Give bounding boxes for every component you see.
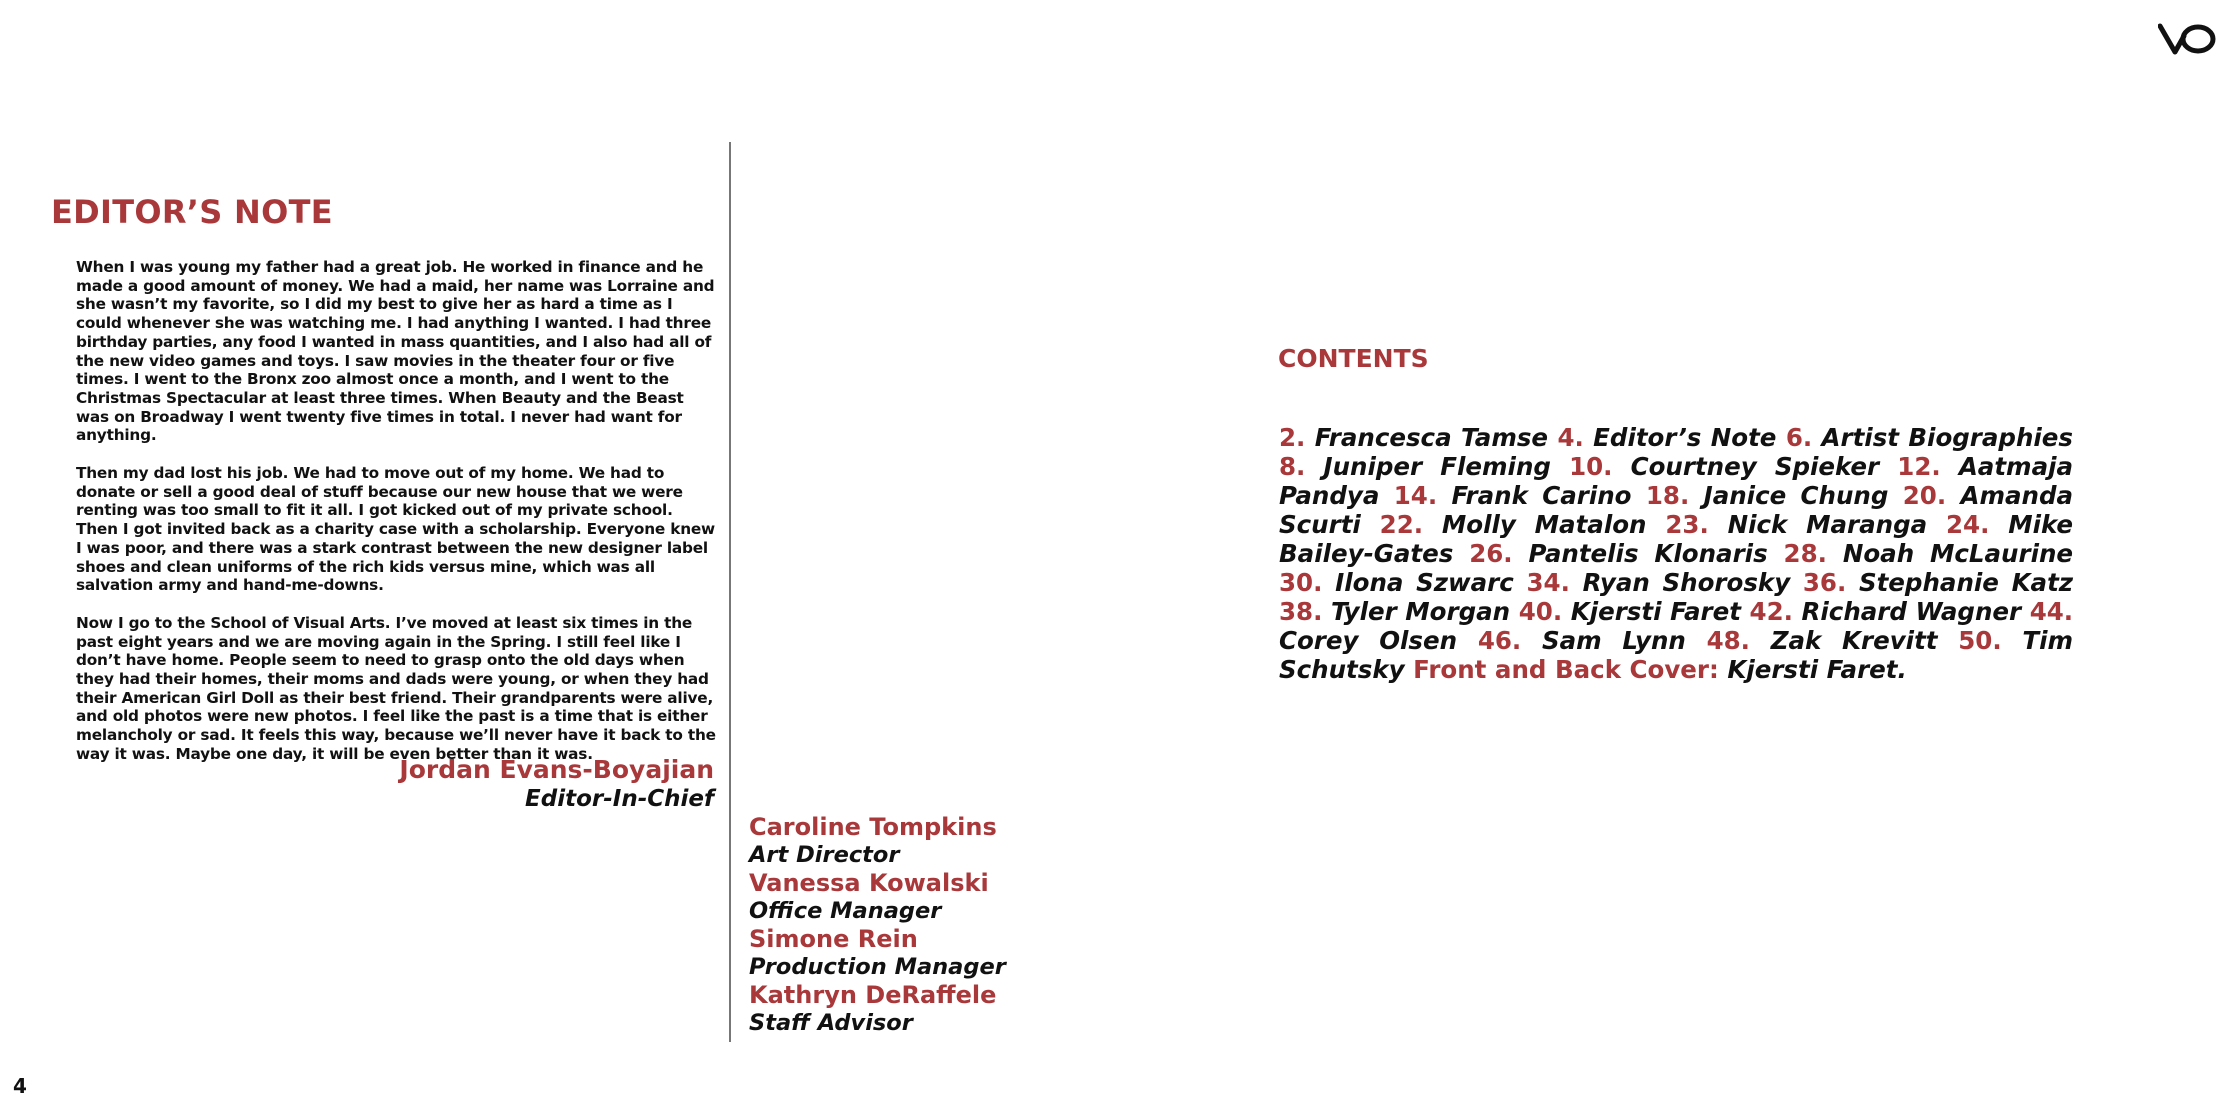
toc-entry-title: Zak Krevitt [1770, 626, 1938, 655]
toc-entry-title: Artist Biographies [1821, 423, 2073, 452]
editor-note-paragraph: When I was young my father had a great job. He worked in finance and he made a good amount of money. We had a maid, her name was Lorraine and she wasn’t my favorite, so I did my best to give her as hard a time as I could whenever she was watching me. I had anything I wanted. I had three birthday parties, any food I wanted in mass quantities, and I also had all of the new video games and toys. I saw movies in the theater four or five times. I went to the Bronx zoo almost once a month, and I went to the Christmas Spectacular at least three times. When Beauty and the Beast was on Broadway I went twenty five times in total. I never had want for anything. [76, 258, 715, 445]
toc-page-number: 34. [1526, 568, 1570, 597]
toc-page-number: 2. [1279, 423, 1306, 452]
toc-entry-title: Kjersti Faret. [1727, 655, 1907, 684]
column-divider [729, 142, 731, 1042]
toc-page-number: Front and Back Cover: [1413, 655, 1719, 684]
toc-entry-title: Corey Olsen [1279, 626, 1458, 655]
toc-entry-title: Kjersti Faret [1570, 597, 1741, 626]
staff-role: Production Manager [749, 954, 1006, 980]
toc-entry-title: Pantelis Klonaris [1528, 539, 1768, 568]
toc-page-number: 30. [1279, 568, 1323, 597]
toc-page-number: 38. [1279, 597, 1323, 626]
toc-entry-title: Molly Matalon [1441, 510, 1647, 539]
toc-entry-title: Janice Chung [1703, 481, 1889, 510]
editor-note-paragraph: Now I go to the School of Visual Arts. I’ve moved at least six times in the past eight years and we are moving again in the Spring. I still feel like I don’t have home. People seem to need to grasp onto the old days when they had their homes, their moms and dads were young, or when they had their American Girl Doll as their best friend. Their grandparents were alive, and old photos were new photos. I feel like the past is a time that is either melancholy or sad. It feels this way, because we’ll never have it back to the way it was. Maybe one day, it will be even better than it was. [76, 613, 716, 763]
toc-entry-title: Tim Schutsky [1279, 626, 2074, 684]
staff-list [749, 813, 1006, 1037]
toc-page-number: 6. [1785, 423, 1813, 452]
toc-entry-title: Aatmaja Pandya [1279, 452, 2074, 510]
toc-page-number: 36. [1802, 568, 1847, 597]
toc-entry-title: Tyler Morgan [1331, 597, 1511, 626]
toc-entry-title: Amanda Scurti [1279, 481, 2074, 539]
toc-page-number: 10. [1569, 452, 1613, 481]
toc-page-number: 18. [1645, 481, 1690, 510]
editor-note-title: EDITOR’S NOTE [51, 193, 333, 231]
toc-page-number: 44. [2029, 597, 2074, 626]
editor-signature [399, 755, 714, 813]
toc-entry-title: Courtney Spieker [1630, 452, 1880, 481]
staff-name: Caroline Tompkins [749, 813, 997, 841]
toc-entry-title: Juniper Fleming [1323, 452, 1551, 481]
toc-page-number: 4. [1557, 423, 1584, 452]
toc-page-number: 24. [1945, 510, 1990, 539]
toc-page-number: 48. [1706, 626, 1750, 655]
toc-page-number: 22. [1379, 510, 1424, 539]
staff-name: Kathryn DeRaffele [749, 981, 997, 1009]
toc-page-number: 12. [1897, 452, 1941, 481]
toc-entry-title: Sam Lynn [1541, 626, 1686, 655]
toc-entry-title: Ryan Shorosky [1582, 568, 1791, 597]
editor-note-body [76, 258, 716, 783]
toc-entry-title: Stephanie Katz [1858, 568, 2074, 597]
staff-role: Office Manager [749, 898, 942, 924]
editor-role: Editor-In-Chief [525, 786, 714, 812]
editor-name: Jordan Evans-Boyajian [399, 755, 714, 784]
contents-title: CONTENTS [1278, 344, 1429, 373]
vo-logo-icon [2158, 22, 2218, 56]
toc-entry-title: Editor’s Note [1593, 423, 1777, 452]
staff-name: Simone Rein [749, 925, 918, 953]
toc-entry-title: Mike Bailey-Gates [1279, 510, 2074, 568]
staff-role: Art Director [749, 842, 900, 868]
toc-entry-title: Frank Carino [1451, 481, 1632, 510]
toc-page-number: 20. [1902, 481, 1947, 510]
toc-entry-title: Richard Wagner [1801, 597, 2022, 626]
toc-entry-title: Francesca Tamse [1314, 423, 1549, 452]
editor-note-paragraph: Then my dad lost his job. We had to move out of my home. We had to donate or sell a good deal of stuff because our new house that we were renting was too small to fit it all. I got kicked out of my private school. Then I got invited back as a charity case with a scholarship. Everyone knew I was poor, and there was a stark contrast between the new designer label shoes and clean uniforms of the rich kids versus mine, which was all salvation army and hand-me-downs. [76, 464, 715, 595]
contents-list [1279, 423, 2073, 684]
toc-page-number: 46. [1477, 626, 1522, 655]
staff-role: Staff Advisor [749, 1010, 913, 1036]
toc-entry-title: Ilona Szwarc [1335, 568, 1514, 597]
toc-page-number: 42. [1749, 597, 1793, 626]
toc-page-number: 26. [1469, 539, 1513, 568]
toc-page-number: 28. [1783, 539, 1827, 568]
page-number: 4 [13, 1074, 27, 1098]
toc-page-number: 14. [1393, 481, 1438, 510]
toc-page-number: 23. [1665, 510, 1709, 539]
toc-entry-title: Noah McLaurine [1842, 539, 2074, 568]
toc-page-number: 40. [1518, 597, 1563, 626]
toc-entry-title: Nick Maranga [1727, 510, 1928, 539]
toc-page-number: 8. [1279, 452, 1306, 481]
staff-name: Vanessa Kowalski [749, 869, 989, 897]
toc-page-number: 50. [1958, 626, 2002, 655]
